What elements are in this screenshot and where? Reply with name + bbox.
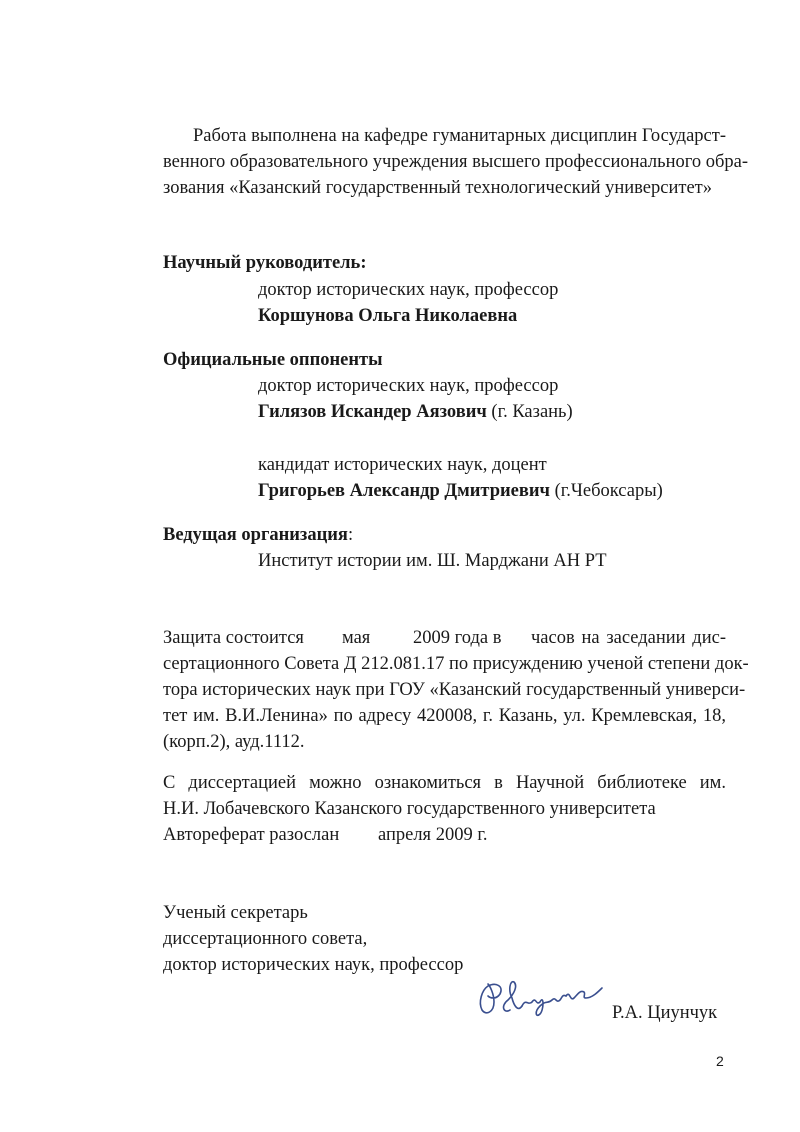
opponent-1-title: доктор исторических наук, профессор <box>258 376 559 396</box>
intro-line-2: венного образовательного учреждения высшего профессионального обра- <box>163 152 749 172</box>
opponent-2-city: (г.Чебоксары) <box>549 481 663 501</box>
opponent-1-name: Гилязов Искандер Аязович <box>258 402 487 422</box>
defense-line-1-b: мая <box>342 628 371 648</box>
opponent-2 <box>258 481 663 502</box>
opponent-1 <box>258 402 573 423</box>
secretary-line-3: доктор исторических наук, профессор <box>163 955 464 975</box>
supervisor-heading: Научный руководитель: <box>163 253 367 273</box>
intro-line-3: зования «Казанский государственный технологический университет» <box>163 178 713 198</box>
defense-line-3: тора исторических наук при ГОУ «Казанский государственный универси- <box>163 680 746 700</box>
secretary-name: Р.А. Циунчук <box>612 1003 718 1023</box>
page-number: 2 <box>716 1053 724 1069</box>
opponent-1-city: (г. Казань) <box>486 402 573 422</box>
signature-image <box>474 976 614 1022</box>
mailing-date: апреля 2009 г. <box>378 825 488 845</box>
library-line-2: Н.И. Лобачевского Казанского государственного университета <box>163 799 656 819</box>
defense-line-1-a: Защита состоится <box>163 628 304 648</box>
intro-line-1: Работа выполнена на кафедре гуманитарных дисциплин Государст- <box>193 126 726 146</box>
secretary-line-2: диссертационного совета, <box>163 929 368 949</box>
defense-line-2: сертационного Совета Д 212.081.17 по присуждению ученой степени док- <box>163 654 749 674</box>
opponent-2-title: кандидат исторических наук, доцент <box>258 455 547 475</box>
opponent-2-name: Григорьев Александр Дмитриевич <box>258 481 550 501</box>
defense-line-1-c: 2009 года в <box>413 628 502 648</box>
leading-org-heading <box>163 525 353 546</box>
defense-line-5: (корп.2), ауд.1112. <box>163 732 305 752</box>
signature-strokes <box>480 982 602 1016</box>
mailing-date-label: Автореферат разослан <box>163 825 340 845</box>
supervisor-name: Коршунова Ольга Николаевна <box>258 306 518 326</box>
leading-org-label: Ведущая организация <box>163 525 348 545</box>
secretary-line-1: Ученый секретарь <box>163 903 308 923</box>
defense-line-1-d: часов на заседании дис- <box>531 628 726 648</box>
opponents-heading: Официальные оппоненты <box>163 350 383 370</box>
defense-line-4: тет им. В.И.Ленина» по адресу 420008, г. Казань, ул. Кремлевская, 18, <box>163 706 726 726</box>
supervisor-title: доктор исторических наук, профессор <box>258 280 559 300</box>
library-line-1: С диссертацией можно ознакомиться в Научной библиотеке им. <box>163 773 726 793</box>
leading-org-colon: : <box>347 525 354 545</box>
leading-org-name: Институт истории им. Ш. Марджани АН РТ <box>258 551 607 571</box>
